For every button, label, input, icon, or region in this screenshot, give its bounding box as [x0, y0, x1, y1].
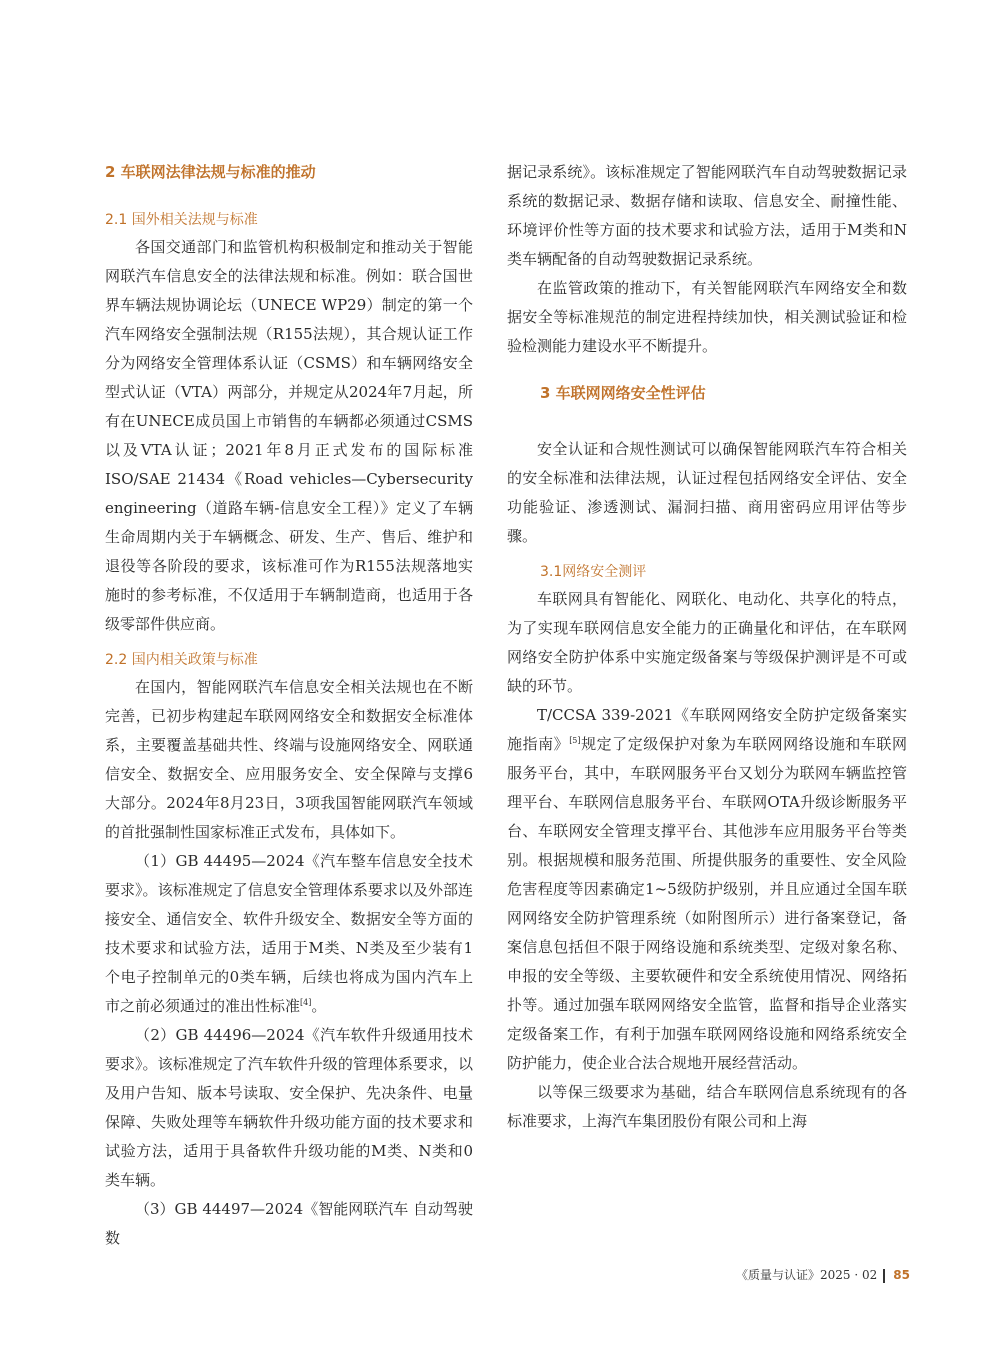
paragraph-end: 。: [311, 997, 327, 1015]
paragraph: 据记录系统》。该标准规定了智能网联汽车自动驾驶数据记录系统的数据记录、数据存储和读取、信息安全、耐撞性能、环境评价性等方面的技术要求和试验方法，适用于M类和N类车辆配备的自动驾驶数据记录系统。: [507, 163, 907, 268]
subsection-heading-2-2: 2.2 国内相关政策与标准: [105, 652, 258, 668]
paragraph: 车联网具有智能化、网联化、电动化、共享化的特点，为了实现车联网信息安全能力的正确量化和评估，在车联网网络安全防护体系中实施定级备案与等级保护测评是不可或缺的环节。: [507, 590, 907, 695]
section-heading-2: 2 车联网法律法规与标准的推动: [105, 163, 316, 181]
subsection-heading-3-1: 3.1网络安全测评: [540, 564, 647, 580]
left-column: [105, 158, 473, 1253]
journal-name: 《质量与认证》2025 · 02: [736, 1268, 878, 1282]
page-number: 85: [893, 1268, 910, 1282]
paragraph: 各国交通部门和监管机构积极制定和推动关于智能网联汽车信息安全的法律法规和标准。例如：联合国世界车辆法规协调论坛（UNECE WP29）制定的第一个汽车网络安全强制法规（R155法规），其合规认证工作分为网络安全管理体系认证（CSMS）和车辆网络安全型式认证（VTA）两部分，并规定从2024年7月起，所有在UNECE成员国上市销售的车辆都必须通过CSMS以及VTA认证；2021年8月正式发布的国际标准ISO/SAE 21434《Road vehicles—Cybersecurity engineering（道路车辆-信息安全工程）》定义了车辆生命周期内关于车辆概念、研发、生产、售后、维护和退役等各阶段的要求，该标准可作为R155法规落地实施时的参考标准，不仅适用于车辆制造商，也适用于各级零部件供应商。: [105, 238, 473, 633]
paragraph: 以等保三级要求为基础，结合车联网信息系统现有的各标准要求，上海汽车集团股份有限公司和上海: [507, 1083, 907, 1130]
paragraph: [105, 847, 473, 1021]
paragraph-text: （1）GB 44495—2024《汽车整车信息安全技术要求》。该标准规定了信息安全管理体系要求以及外部连接安全、通信安全、软件升级安全、数据安全等方面的技术要求和试验方法，适用于M类、N类及至少装有1个电子控制单元的0类车辆，后续也将成为国内汽车上市之前必须通过的准出性标准: [105, 852, 473, 1015]
paragraph: 安全认证和合规性测试可以确保智能网联汽车符合相关的安全标准和法律法规，认证过程包括网络安全评估、安全功能验证、渗透测试、漏洞扫描、商用密码应用评估等步骤。: [507, 440, 907, 545]
paragraph-text: T/CCSA 339-2021《车联网网络安全防护定级备案实施指南》: [507, 706, 907, 753]
paragraph: 在监管政策的推动下，有关智能网联汽车网络安全和数据安全等标准规范的制定进程持续加快，相关测试验证和检验检测能力建设水平不断提升。: [507, 279, 907, 355]
right-column: [507, 158, 907, 1136]
paragraph: [507, 701, 907, 1078]
footer-divider: [883, 1269, 885, 1283]
paragraph: （2）GB 44496—2024《汽车软件升级通用技术要求》。该标准规定了汽车软件升级的管理体系要求，以及用户告知、版本号读取、安全保护、先决条件、电量保障、失败处理等车辆软件升级功能方面的技术要求和试验方法，适用于具备软件升级功能的M类、N类和0类车辆。: [105, 1026, 473, 1189]
citation-ref: [4]: [300, 998, 312, 1007]
paragraph-text: 规定了定级保护对象为车联网网络设施和车联网服务平台，其中，车联网服务平台又划分为联网车辆监控管理平台、车联网信息服务平台、车联网OTA升级诊断服务平台、车联网安全管理支撑平台、其他涉车应用服务平台等类别。根据规模和服务范围、所提供服务的重要性、安全风险危害程度等因素确定1~5级防护级别，并且应通过全国车联网网络安全防护管理系统（如附图所示）进行备案登记，备案信息包括但不限于网络设施和系统类型、定级对象名称、申报的安全等级、主要软硬件和安全系统使用情况、网络拓扑等。通过加强车联网网络安全监管，监督和指导企业落实定级备案工作，有利于加强车联网网络设施和网络系统安全防护能力，使企业合法合规地开展经营活动。: [507, 735, 907, 1072]
subsection-heading-2-1: 2.1 国外相关法规与标准: [105, 212, 258, 228]
section-heading-3: 3 车联网网络安全性评估: [540, 384, 706, 402]
paragraph: 在国内，智能网联汽车信息安全相关法规也在不断完善，已初步构建起车联网网络安全和数据安全标准体系，主要覆盖基础共性、终端与设施网络安全、网联通信安全、数据安全、应用服务安全、安全保障与支撑6大部分。2024年8月23日，3项我国智能网联汽车领域的首批强制性国家标准正式发布，具体如下。: [105, 678, 473, 841]
citation-ref: [5]: [569, 736, 581, 745]
page-footer: [560, 1266, 910, 1283]
paragraph: （3）GB 44497—2024《智能网联汽车 自动驾驶数: [105, 1200, 473, 1247]
